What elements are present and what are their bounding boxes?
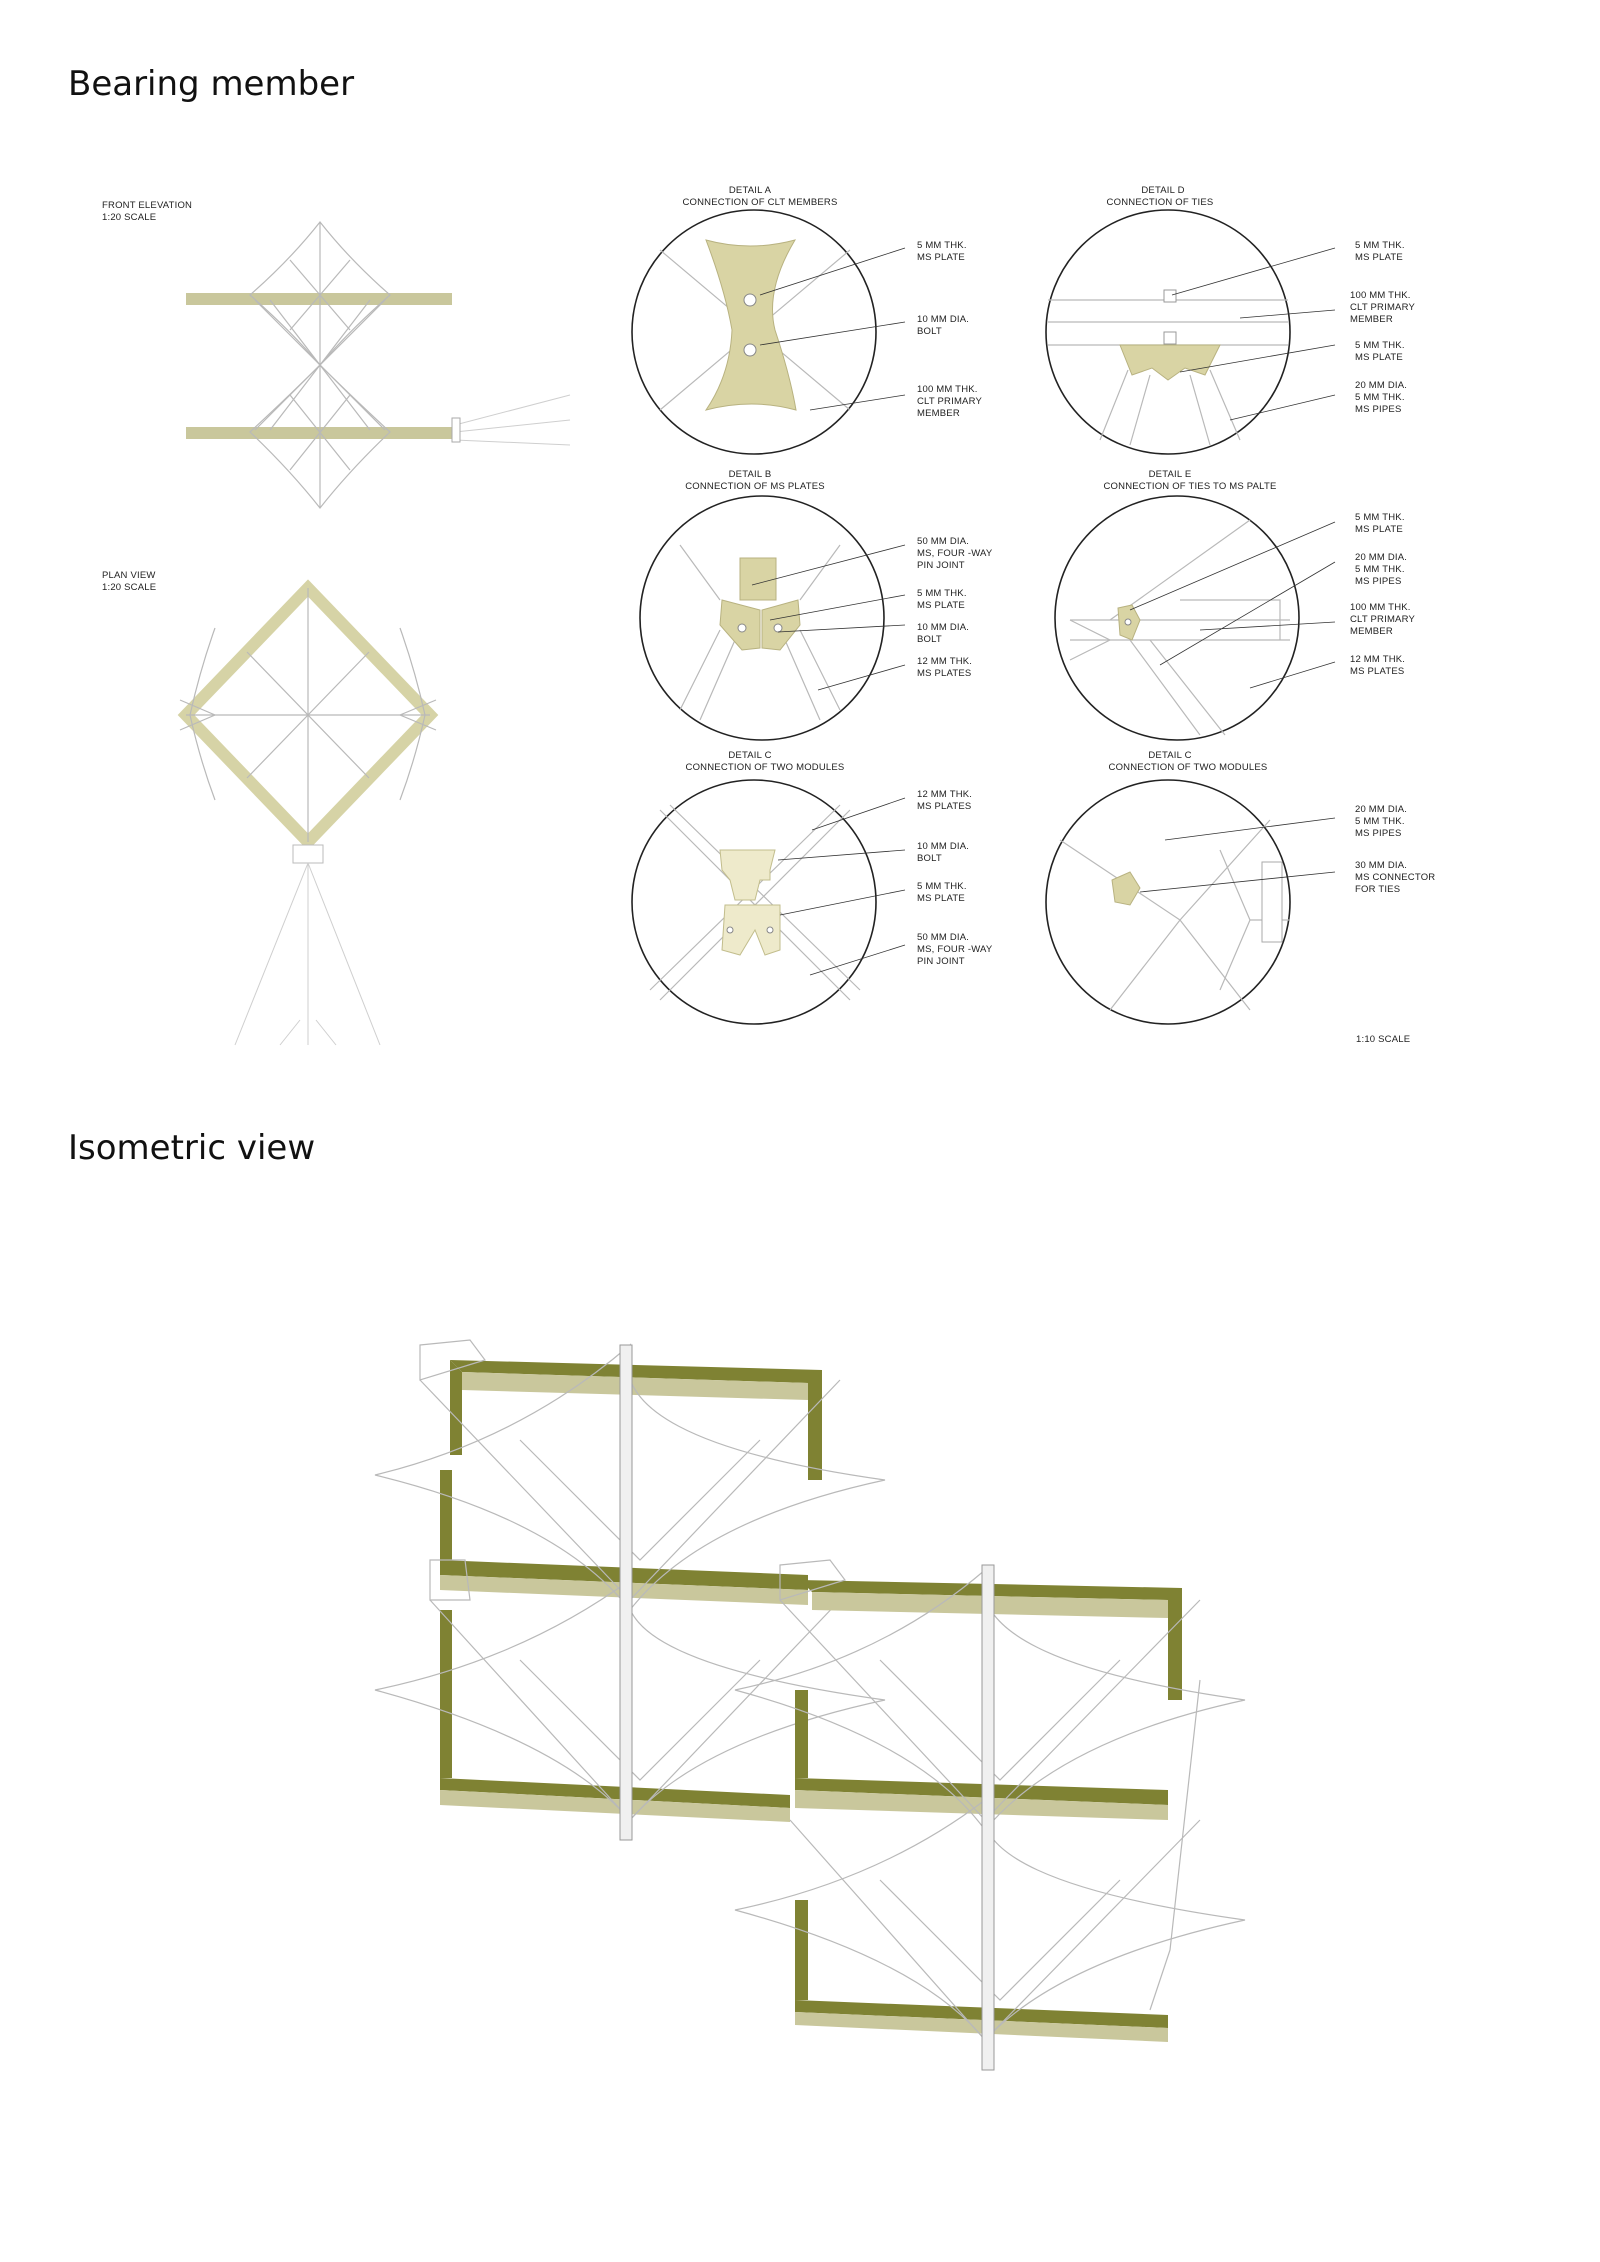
svg-text:MEMBER: MEMBER (1350, 626, 1393, 637)
svg-text:MS PIPES: MS PIPES (1355, 404, 1402, 415)
svg-text:CLT PRIMARY: CLT PRIMARY (1350, 614, 1416, 625)
detail-d-callout-plate (1355, 240, 1405, 263)
svg-text:DETAIL C: DETAIL C (728, 750, 772, 761)
svg-text:MS, FOUR -WAY: MS, FOUR -WAY (917, 548, 993, 559)
detail-b-callout-pin-joint (917, 536, 993, 571)
svg-text:12 MM THK.: 12 MM THK. (1350, 654, 1406, 665)
svg-text:CONNECTION OF TWO MODULES: CONNECTION OF TWO MODULES (685, 762, 845, 773)
svg-text:CONNECTION OF CLT MEMBERS: CONNECTION OF CLT MEMBERS (682, 197, 838, 208)
detail-scale-label: 1:10 SCALE (1356, 1034, 1411, 1045)
svg-text:CONNECTION OF TWO MODULES: CONNECTION OF TWO MODULES (1108, 762, 1268, 773)
detail-b-callout-plate (917, 588, 967, 611)
svg-text:MS PIPES: MS PIPES (1355, 576, 1402, 587)
detail-c-two-modules (1046, 750, 1435, 1024)
svg-text:5 MM THK.: 5 MM THK. (1355, 240, 1405, 251)
iso-module-1 (375, 1340, 885, 1840)
svg-text:DETAIL D: DETAIL D (1141, 185, 1185, 196)
svg-text:PIN JOINT: PIN JOINT (917, 956, 965, 967)
svg-text:MS PLATE: MS PLATE (917, 893, 965, 904)
svg-text:100 MM THK.: 100 MM THK. (1350, 290, 1411, 301)
svg-text:CONNECTION OF TIES: CONNECTION OF TIES (1106, 197, 1214, 208)
svg-text:DETAIL C: DETAIL C (1148, 750, 1192, 761)
svg-text:DETAIL B: DETAIL B (728, 469, 772, 480)
svg-text:MEMBER: MEMBER (917, 408, 960, 419)
svg-text:BOLT: BOLT (917, 634, 942, 645)
detail-e-callout-pipes (1355, 552, 1407, 587)
svg-text:5 MM THK.: 5 MM THK. (1355, 512, 1405, 523)
detail-c-callout-plates (917, 789, 972, 812)
detail-c-callout-pin-joint (917, 932, 993, 967)
svg-text:5 MM THK.: 5 MM THK. (1355, 564, 1405, 575)
detail-b (640, 469, 993, 740)
svg-text:BOLT: BOLT (917, 853, 942, 864)
detail-b-callout-bolt (917, 622, 969, 645)
svg-text:50 MM DIA.: 50 MM DIA. (917, 932, 970, 943)
plan-view-label (102, 570, 156, 593)
svg-text:50 MM DIA.: 50 MM DIA. (917, 536, 970, 547)
svg-text:20 MM DIA.: 20 MM DIA. (1355, 804, 1408, 815)
svg-text:MS PLATE: MS PLATE (1355, 252, 1403, 263)
front-elevation-label (102, 200, 192, 223)
svg-text:MS PLATES: MS PLATES (917, 801, 972, 812)
plan-view-drawing (180, 588, 436, 1045)
detail-e-callout-plates (1350, 654, 1405, 677)
detail-e-callout-clt (1350, 602, 1415, 637)
isometric-view-title: Isometric view (68, 1128, 316, 1168)
svg-text:12 MM THK.: 12 MM THK. (917, 656, 973, 667)
svg-text:10 MM DIA.: 10 MM DIA. (917, 841, 970, 852)
svg-text:MS PLATES: MS PLATES (917, 668, 972, 679)
svg-text:5 MM THK.: 5 MM THK. (1355, 340, 1405, 351)
svg-text:1:20 SCALE: 1:20 SCALE (102, 582, 157, 593)
svg-text:PIN JOINT: PIN JOINT (917, 560, 965, 571)
svg-text:1:20 SCALE: 1:20 SCALE (102, 212, 157, 223)
detail-a-callout-bolt (917, 314, 969, 337)
svg-text:FOR TIES: FOR TIES (1355, 884, 1401, 895)
svg-text:DETAIL A: DETAIL A (728, 185, 772, 196)
svg-text:5 MM THK.: 5 MM THK. (1355, 392, 1405, 403)
svg-text:MS PIPES: MS PIPES (1355, 828, 1402, 839)
svg-text:MS CONNECTOR: MS CONNECTOR (1355, 872, 1436, 883)
svg-text:MS PLATE: MS PLATE (1355, 352, 1403, 363)
svg-text:20 MM DIA.: 20 MM DIA. (1355, 380, 1408, 391)
front-elevation-drawing (186, 222, 570, 508)
svg-text:FRONT ELEVATION: FRONT ELEVATION (102, 200, 193, 211)
svg-text:MS PLATE: MS PLATE (917, 600, 965, 611)
detail-c (632, 750, 993, 1024)
svg-text:MS PLATE: MS PLATE (917, 252, 965, 263)
svg-text:CLT PRIMARY: CLT PRIMARY (917, 396, 983, 407)
detail-d (1046, 185, 1415, 454)
iso-module-2 (735, 1560, 1245, 2070)
detail-e (1055, 469, 1415, 740)
svg-text:5 MM THK.: 5 MM THK. (917, 881, 967, 892)
svg-text:10 MM DIA.: 10 MM DIA. (917, 622, 970, 633)
svg-text:5 MM THK.: 5 MM THK. (917, 588, 967, 599)
detail-d-callout-plate-2 (1355, 340, 1405, 363)
detail-a-callout-plate (917, 240, 967, 263)
detail-c2-callout-connector (1355, 860, 1435, 895)
detail-c-callout-bolt (917, 841, 969, 864)
detail-d-callout-pipes (1355, 380, 1407, 415)
svg-text:30 MM DIA.: 30 MM DIA. (1355, 860, 1408, 871)
svg-text:MS PLATE: MS PLATE (1355, 524, 1403, 535)
detail-e-callout-plate (1355, 512, 1405, 535)
svg-text:CONNECTION OF TIES TO MS PALTE: CONNECTION OF TIES TO MS PALTE (1103, 481, 1277, 492)
detail-c-callout-plate (917, 881, 967, 904)
detail-d-callout-clt (1350, 290, 1415, 325)
svg-text:MS, FOUR -WAY: MS, FOUR -WAY (917, 944, 993, 955)
svg-text:5 MM THK.: 5 MM THK. (917, 240, 967, 251)
bearing-member-title: Bearing member (68, 64, 355, 104)
svg-text:MS PLATES: MS PLATES (1350, 666, 1405, 677)
svg-text:12 MM THK.: 12 MM THK. (917, 789, 973, 800)
detail-a (632, 185, 982, 454)
svg-text:20 MM DIA.: 20 MM DIA. (1355, 552, 1408, 563)
svg-text:MEMBER: MEMBER (1350, 314, 1393, 325)
svg-text:100 MM THK.: 100 MM THK. (1350, 602, 1411, 613)
svg-text:PLAN VIEW: PLAN VIEW (102, 570, 156, 581)
svg-text:CONNECTION OF MS PLATES: CONNECTION OF MS PLATES (685, 481, 825, 492)
svg-text:BOLT: BOLT (917, 326, 942, 337)
svg-text:CLT PRIMARY: CLT PRIMARY (1350, 302, 1416, 313)
svg-text:5 MM THK.: 5 MM THK. (1355, 816, 1405, 827)
detail-c2-callout-pipes (1355, 804, 1407, 839)
svg-text:DETAIL E: DETAIL E (1148, 469, 1192, 480)
detail-b-callout-plates (917, 656, 972, 679)
detail-a-callout-clt (917, 384, 982, 419)
isometric-drawing (375, 1340, 1245, 2070)
svg-text:100 MM THK.: 100 MM THK. (917, 384, 978, 395)
svg-text:10 MM DIA.: 10 MM DIA. (917, 314, 970, 325)
